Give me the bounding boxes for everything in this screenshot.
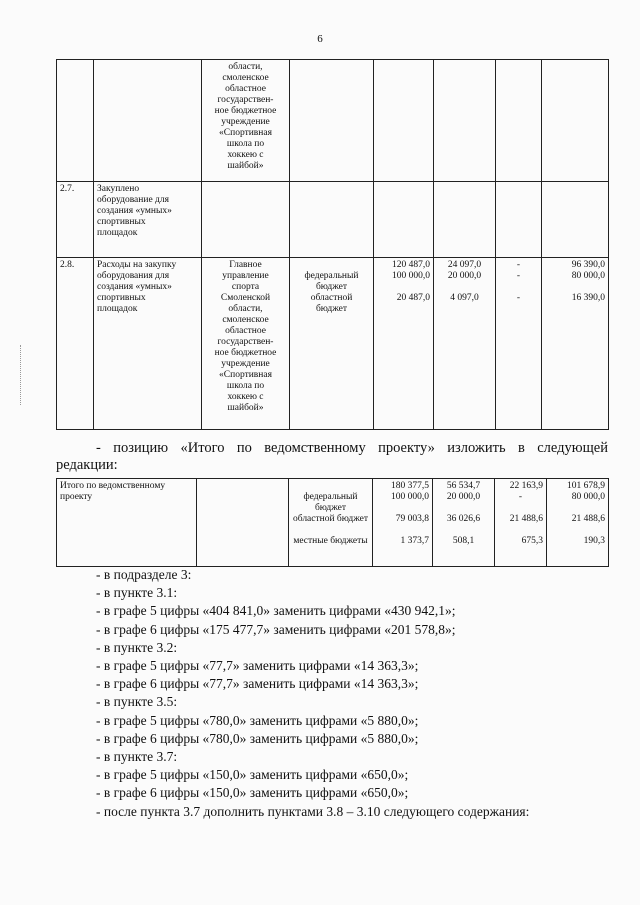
activities-table bbox=[56, 59, 609, 430]
row-number: 2.8. bbox=[57, 258, 94, 430]
col7-values: - - - bbox=[496, 258, 542, 430]
page-number: 6 bbox=[317, 33, 323, 45]
table-row bbox=[57, 258, 609, 430]
intro-paragraph: - позицию «Итого по ведомственному проекту» изложить в следующей редакции: bbox=[56, 440, 608, 473]
row-number: 2.7. bbox=[57, 182, 94, 258]
executor-cell: области, смоленское областное государствен- ное бюджетное учреждение «Спортивная школа по хоккею с шайбой» bbox=[202, 60, 290, 182]
col5-values: 180 377,5 100 000,0 79 003,8 1 373,7 bbox=[373, 479, 433, 567]
list-item: - в пункте 3.2: bbox=[96, 639, 178, 655]
list-item: - после пункта 3.7 дополнить пунктами 3.8 – 3.10 следующего содержания: bbox=[96, 803, 530, 819]
table-row bbox=[57, 60, 609, 182]
list-item: - в графе 6 цифры «780,0» заменить цифрами «5 880,0»; bbox=[96, 730, 419, 746]
list-item: - в графе 6 цифры «175 477,7» заменить цифрами «201 578,8»; bbox=[96, 621, 456, 637]
executor-cell: Главное управление спорта Смоленской области, смоленское областное государствен- ное бюджетное учреждение «Спортивная школа по хоккею с шайбой» bbox=[202, 258, 290, 430]
list-item: - в графе 5 цифры «150,0» заменить цифрами «650,0»; bbox=[96, 767, 409, 783]
activity-name: Расходы на закупку оборудования для создания «умных» спортивных площадок bbox=[94, 258, 202, 430]
table-row bbox=[57, 182, 609, 258]
funding-source-cell: федеральный бюджет областной бюджет bbox=[290, 258, 374, 430]
col8-values: 96 390,0 80 000,0 16 390,0 bbox=[542, 258, 609, 430]
list-item: - в графе 5 цифры «404 841,0» заменить цифрами «430 942,1»; bbox=[96, 603, 456, 619]
list-item: - в графе 5 цифры «780,0» заменить цифрами «5 880,0»; bbox=[96, 712, 419, 728]
list-item: - в подразделе 3: bbox=[96, 567, 192, 582]
col5-values: 120 487,0 100 000,0 20 487,0 bbox=[374, 258, 434, 430]
list-item: - в пункте 3.5: bbox=[96, 694, 178, 710]
col7-values: 22 163,9 - 21 488,6 675,3 bbox=[495, 479, 547, 567]
col8-values: 101 678,9 80 000,0 21 488,6 190,3 bbox=[547, 479, 609, 567]
col6-values: 56 534,7 20 000,0 36 026,6 508,1 bbox=[433, 479, 495, 567]
total-label: Итого по ведомственному проекту bbox=[57, 479, 197, 567]
list-item: - в графе 6 цифры «77,7» заменить цифрами «14 363,3»; bbox=[96, 676, 419, 692]
total-table bbox=[56, 478, 609, 567]
funding-source-cell: федеральный бюджет областной бюджет местные бюджеты bbox=[289, 479, 373, 567]
margin-mark bbox=[20, 345, 23, 405]
list-item: - в графе 5 цифры «77,7» заменить цифрами «14 363,3»; bbox=[96, 658, 419, 674]
table-row bbox=[57, 479, 609, 567]
col6-values: 24 097,0 20 000,0 4 097,0 bbox=[434, 258, 496, 430]
amendment-instructions bbox=[96, 566, 616, 821]
activity-name: Закуплено оборудование для создания «умных» спортивных площадок bbox=[94, 182, 202, 258]
list-item: - в графе 6 цифры «150,0» заменить цифрами «650,0»; bbox=[96, 785, 409, 801]
list-item: - в пункте 3.7: bbox=[96, 749, 178, 765]
list-item: - в пункте 3.1: bbox=[96, 585, 178, 601]
